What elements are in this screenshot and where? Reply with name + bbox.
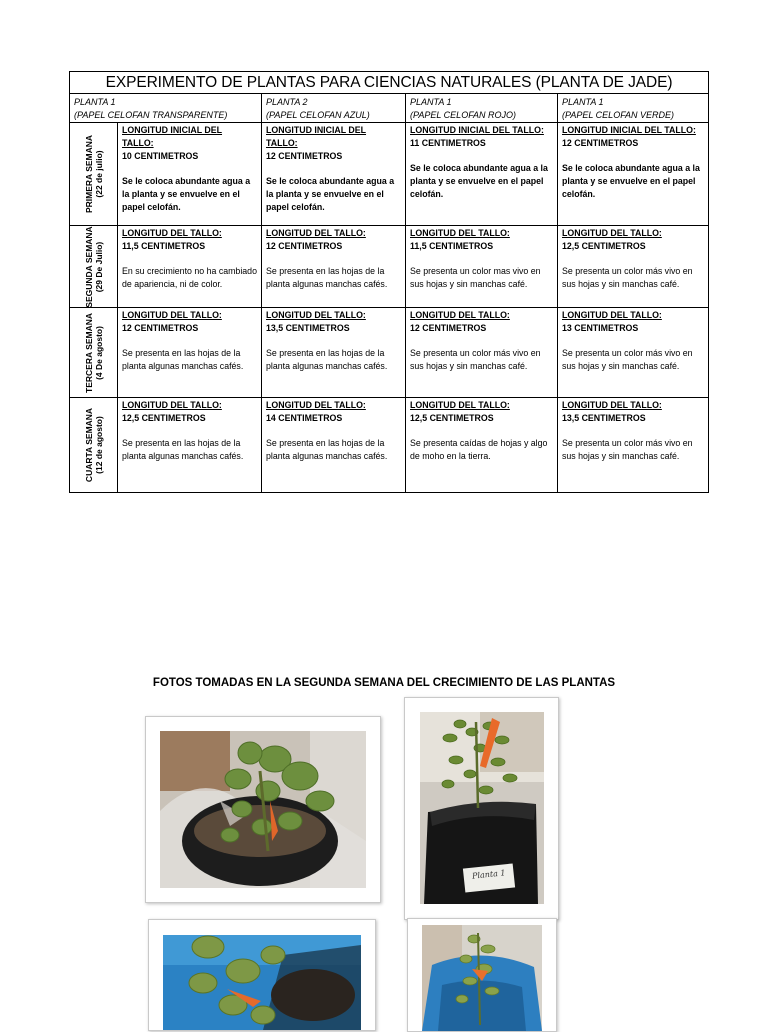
data-cell — [406, 123, 558, 226]
week-date: (22 de julio) — [93, 150, 104, 198]
cell-label: LONGITUD DEL TALLO: — [122, 400, 222, 410]
data-cell — [118, 226, 262, 308]
week-name: CUARTA SEMANA — [83, 407, 94, 483]
cell-note: Se presenta un color más vivo en sus hojas y sin manchas café. — [562, 266, 693, 289]
cell-label: LONGITUD DEL TALLO: — [410, 400, 510, 410]
cell-note: Se presenta un color mas vivo en sus hojas y sin manchas café. — [410, 266, 541, 289]
photos-heading: FOTOS TOMADAS EN LA SEGUNDA SEMANA DEL CRECIMIENTO DE LAS PLANTAS — [152, 677, 616, 689]
plant-name: PLANTA 1 — [562, 97, 604, 107]
cell-note: Se presenta un color más vivo en sus hojas y sin manchas café. — [562, 348, 693, 371]
cell-value: 12,5 CENTIMETROS — [122, 413, 206, 423]
cell-label: LONGITUD DEL TALLO: — [122, 310, 222, 320]
cell-note: Se presenta en las hojas de la planta algunas manchas cafés. — [266, 266, 388, 289]
week-date: (4 De agosto) — [93, 325, 104, 380]
experiment-table — [69, 71, 709, 493]
cell-label: LONGITUD INICIAL DEL TALLO: — [122, 125, 223, 148]
cell-label: LONGITUD DEL TALLO: — [266, 400, 366, 410]
week-name: SEGUNDA SEMANA — [83, 225, 94, 308]
cell-value: 13,5 CENTIMETROS — [562, 413, 646, 423]
week-name: PRIMERA SEMANA — [83, 134, 94, 214]
paper-type: (PAPEL CELOFAN TRANSPARENTE) — [74, 110, 228, 120]
cell-note: Se presenta en las hojas de la planta algunas manchas cafés. — [122, 438, 244, 461]
data-cell — [558, 226, 709, 308]
week-name: TERCERA SEMANA — [83, 312, 94, 393]
cell-value: 12 CENTIMETROS — [410, 323, 487, 333]
cell-note: Se presenta en las hojas de la planta algunas manchas cafés. — [266, 348, 388, 371]
cell-label: LONGITUD DEL TALLO: — [266, 310, 366, 320]
photo-frame — [404, 697, 559, 920]
paper-type: (PAPEL CELOFAN AZUL) — [266, 110, 370, 120]
paper-type: (PAPEL CELOFAN VERDE) — [562, 110, 675, 120]
plant-photo — [160, 731, 366, 888]
data-cell — [406, 226, 558, 308]
cell-label: LONGITUD INICIAL DEL TALLO: — [266, 125, 367, 148]
plant-name: PLANTA 1 — [74, 97, 116, 107]
cell-value: 12 CENTIMETROS — [266, 151, 343, 161]
table-title: EXPERIMENTO DE PLANTAS PARA CIENCIAS NATURALES (PLANTA DE JADE) — [70, 72, 709, 94]
data-cell — [262, 123, 406, 226]
data-cell — [118, 308, 262, 398]
photo-frame — [407, 918, 557, 1032]
cell-value: 14 CENTIMETROS — [266, 413, 343, 423]
paper-type: (PAPEL CELOFAN ROJO) — [410, 110, 517, 120]
cell-label: LONGITUD DEL TALLO: — [410, 310, 510, 320]
data-cell — [262, 308, 406, 398]
week-label-3 — [70, 308, 118, 398]
data-cell — [406, 308, 558, 398]
column-header-azul — [262, 94, 406, 123]
plant-name: PLANTA 2 — [266, 97, 308, 107]
week-label-1 — [70, 123, 118, 226]
cell-label: LONGITUD DEL TALLO: — [562, 400, 662, 410]
table-row-week-4 — [70, 398, 709, 493]
photo-frame — [145, 716, 381, 903]
cell-label: LONGITUD INICIAL DEL TALLO: — [410, 125, 544, 135]
cell-note: Se presenta un color más vivo en sus hojas y sin manchas café. — [410, 348, 541, 371]
pot-tag-label: Planta 1 — [471, 868, 506, 881]
data-cell — [118, 123, 262, 226]
data-cell — [558, 123, 709, 226]
photo-frame — [148, 919, 376, 1031]
cell-label: LONGITUD DEL TALLO: — [410, 228, 510, 238]
cell-value: 12 CENTIMETROS — [122, 323, 199, 333]
cell-note: Se presenta en las hojas de la planta algunas manchas cafés. — [122, 348, 244, 371]
data-cell — [262, 226, 406, 308]
cell-note: Se presenta un color más vivo en sus hojas y sin manchas café. — [562, 438, 693, 461]
cell-note: Se le coloca abundante agua a la planta y se envuelve en el papel celofán. — [410, 163, 548, 199]
plant-photo — [420, 712, 544, 904]
cell-value: 10 CENTIMETROS — [122, 151, 199, 161]
cell-label: LONGITUD DEL TALLO: — [562, 310, 662, 320]
cell-value: 12,5 CENTIMETROS — [410, 413, 494, 423]
table-row-week-1 — [70, 123, 709, 226]
column-header-rojo — [406, 94, 558, 123]
cell-value: 12,5 CENTIMETROS — [562, 241, 646, 251]
cell-value: 11 CENTIMETROS — [410, 138, 486, 148]
cell-value: 13 CENTIMETROS — [562, 323, 639, 333]
week-date: (29 De Julio) — [93, 241, 104, 292]
cell-note: Se presenta caídas de hojas y algo de moho en la tierra. — [410, 438, 548, 461]
cell-label: LONGITUD DEL TALLO: — [562, 228, 662, 238]
data-cell — [406, 398, 558, 493]
cell-value: 12 CENTIMETROS — [266, 241, 343, 251]
cell-value: 12 CENTIMETROS — [562, 138, 639, 148]
column-header-verde — [558, 94, 709, 123]
cell-note: En su crecimiento no ha cambiado de apariencia, ni de color. — [122, 266, 257, 289]
table-row-week-3 — [70, 308, 709, 398]
cell-note: Se presenta en las hojas de la planta algunas manchas cafés. — [266, 438, 388, 461]
cell-value: 11,5 CENTIMETROS — [122, 241, 206, 251]
plant-photo — [422, 925, 542, 1031]
cell-label: LONGITUD INICIAL DEL TALLO: — [562, 125, 696, 135]
table-row-week-2 — [70, 226, 709, 308]
week-date: (12 de agosto) — [93, 416, 104, 474]
plant-photo — [163, 935, 361, 1030]
data-cell — [262, 398, 406, 493]
week-label-4 — [70, 398, 118, 493]
data-cell — [118, 398, 262, 493]
cell-note: Se le coloca abundante agua a la planta y se envuelve en el papel celofán. — [562, 163, 700, 199]
cell-note: Se le coloca abundante agua a la planta y se envuelve en el papel celofán. — [266, 176, 395, 212]
plant-name: PLANTA 1 — [410, 97, 452, 107]
week-label-2 — [70, 226, 118, 308]
cell-value: 11,5 CENTIMETROS — [410, 241, 494, 251]
cell-label: LONGITUD DEL TALLO: — [122, 228, 222, 238]
cell-note: Se le coloca abundante agua a la planta y se envuelve en el papel celofán. — [122, 176, 251, 212]
data-cell — [558, 308, 709, 398]
column-header-transparente — [70, 94, 262, 123]
cell-value: 13,5 CENTIMETROS — [266, 323, 350, 333]
cell-label: LONGITUD DEL TALLO: — [266, 228, 366, 238]
data-cell — [558, 398, 709, 493]
